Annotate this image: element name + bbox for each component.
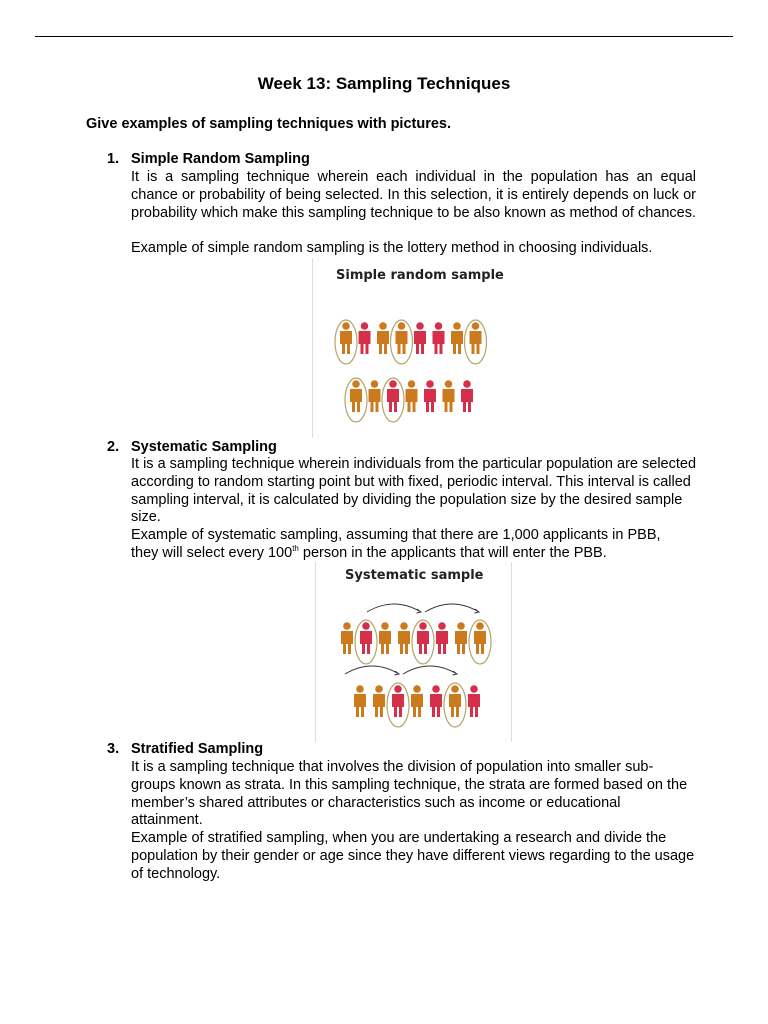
person-icon — [430, 685, 442, 717]
item-3-heading — [107, 740, 263, 758]
item-3-example: Example of stratified sampling, when you are undertaking a research and divide the population by their gender or age since they have different views regarding to the usage of technology. — [131, 830, 695, 882]
person-icon — [382, 378, 404, 422]
item-1-example: Example of simple random sampling is the lottery method in choosing individuals. — [131, 240, 653, 256]
person-icon — [373, 685, 385, 717]
item-1-definition: It is a sampling technique wherein each individual in the population has an equal chance or probability of being selected. In this selection, it is entirely depends on luck or probability which make this sampling technique to be also known as method of chances. — [131, 169, 697, 221]
item-3-number: 3. — [107, 741, 120, 757]
person-icon — [433, 322, 445, 354]
assignment-prompt: Give examples of sampling techniques with pictures. — [86, 116, 452, 132]
item-2-example-line1: Example of systematic sampling, assuming that there are 1,000 applicants in PBB, — [131, 527, 661, 543]
header-rule — [35, 36, 733, 37]
systematic-figure-title: Systematic sample — [345, 568, 484, 583]
item-2-example-sup: th — [292, 543, 299, 553]
person-icon — [465, 320, 487, 364]
person-icon — [377, 322, 389, 354]
person-icon — [424, 380, 436, 412]
person-icon — [391, 320, 413, 364]
person-icon — [468, 685, 480, 717]
person-icon — [355, 620, 377, 664]
item-2-title: Systematic Sampling — [131, 439, 277, 455]
person-icon — [354, 685, 366, 717]
person-icon — [345, 378, 367, 422]
interval-arrow — [367, 604, 421, 612]
interval-arrow — [345, 666, 399, 674]
person-icon — [406, 380, 418, 412]
person-icon — [469, 620, 491, 664]
person-icon — [461, 380, 473, 412]
item-3-title: Stratified Sampling — [131, 741, 264, 757]
person-icon — [443, 380, 455, 412]
person-icon — [451, 322, 463, 354]
item-1-title: Simple Random Sampling — [131, 151, 310, 167]
item-2-number: 2. — [107, 439, 120, 455]
item-1-number: 1. — [107, 151, 120, 167]
person-icon — [412, 620, 434, 664]
person-icon — [379, 622, 391, 654]
interval-arrow — [425, 604, 479, 612]
simple-random-figure-title: Simple random sample — [336, 268, 504, 283]
item-2-definition: It is a sampling technique wherein individuals from the particular population are selected according to random starting point but with fixed, periodic interval. This interval is called sampling interval, it is calculated by dividing the population size by the desired sample size. — [131, 456, 697, 526]
interval-arrow — [403, 666, 457, 674]
item-2-example-pre: they will select every 100 — [131, 544, 293, 561]
item-1-heading — [107, 150, 310, 168]
person-icon — [455, 622, 467, 654]
item-2-example-post: person in the applicants that will enter the PBB. — [298, 544, 607, 561]
systematic-sample-figure — [315, 562, 515, 742]
item-2-heading — [107, 438, 277, 456]
person-icon — [341, 622, 353, 654]
person-icon — [414, 322, 426, 354]
person-icon — [444, 683, 466, 727]
person-icon — [436, 622, 448, 654]
person-icon — [398, 622, 410, 654]
person-icon — [369, 380, 381, 412]
person-icon — [359, 322, 371, 354]
person-icon — [335, 320, 357, 364]
person-icon — [411, 685, 423, 717]
page-title: Week 13: Sampling Techniques — [257, 74, 511, 93]
simple-random-sample-figure — [312, 258, 512, 438]
item-3-definition: It is a sampling technique that involves the division of population into smaller sub-groups known as strata. In this sampling technique, the strata are formed based on the member’s shared attributes or characteristics such as income or educational attainment. — [131, 759, 688, 829]
person-icon — [387, 683, 409, 727]
item-2-example — [131, 527, 696, 563]
